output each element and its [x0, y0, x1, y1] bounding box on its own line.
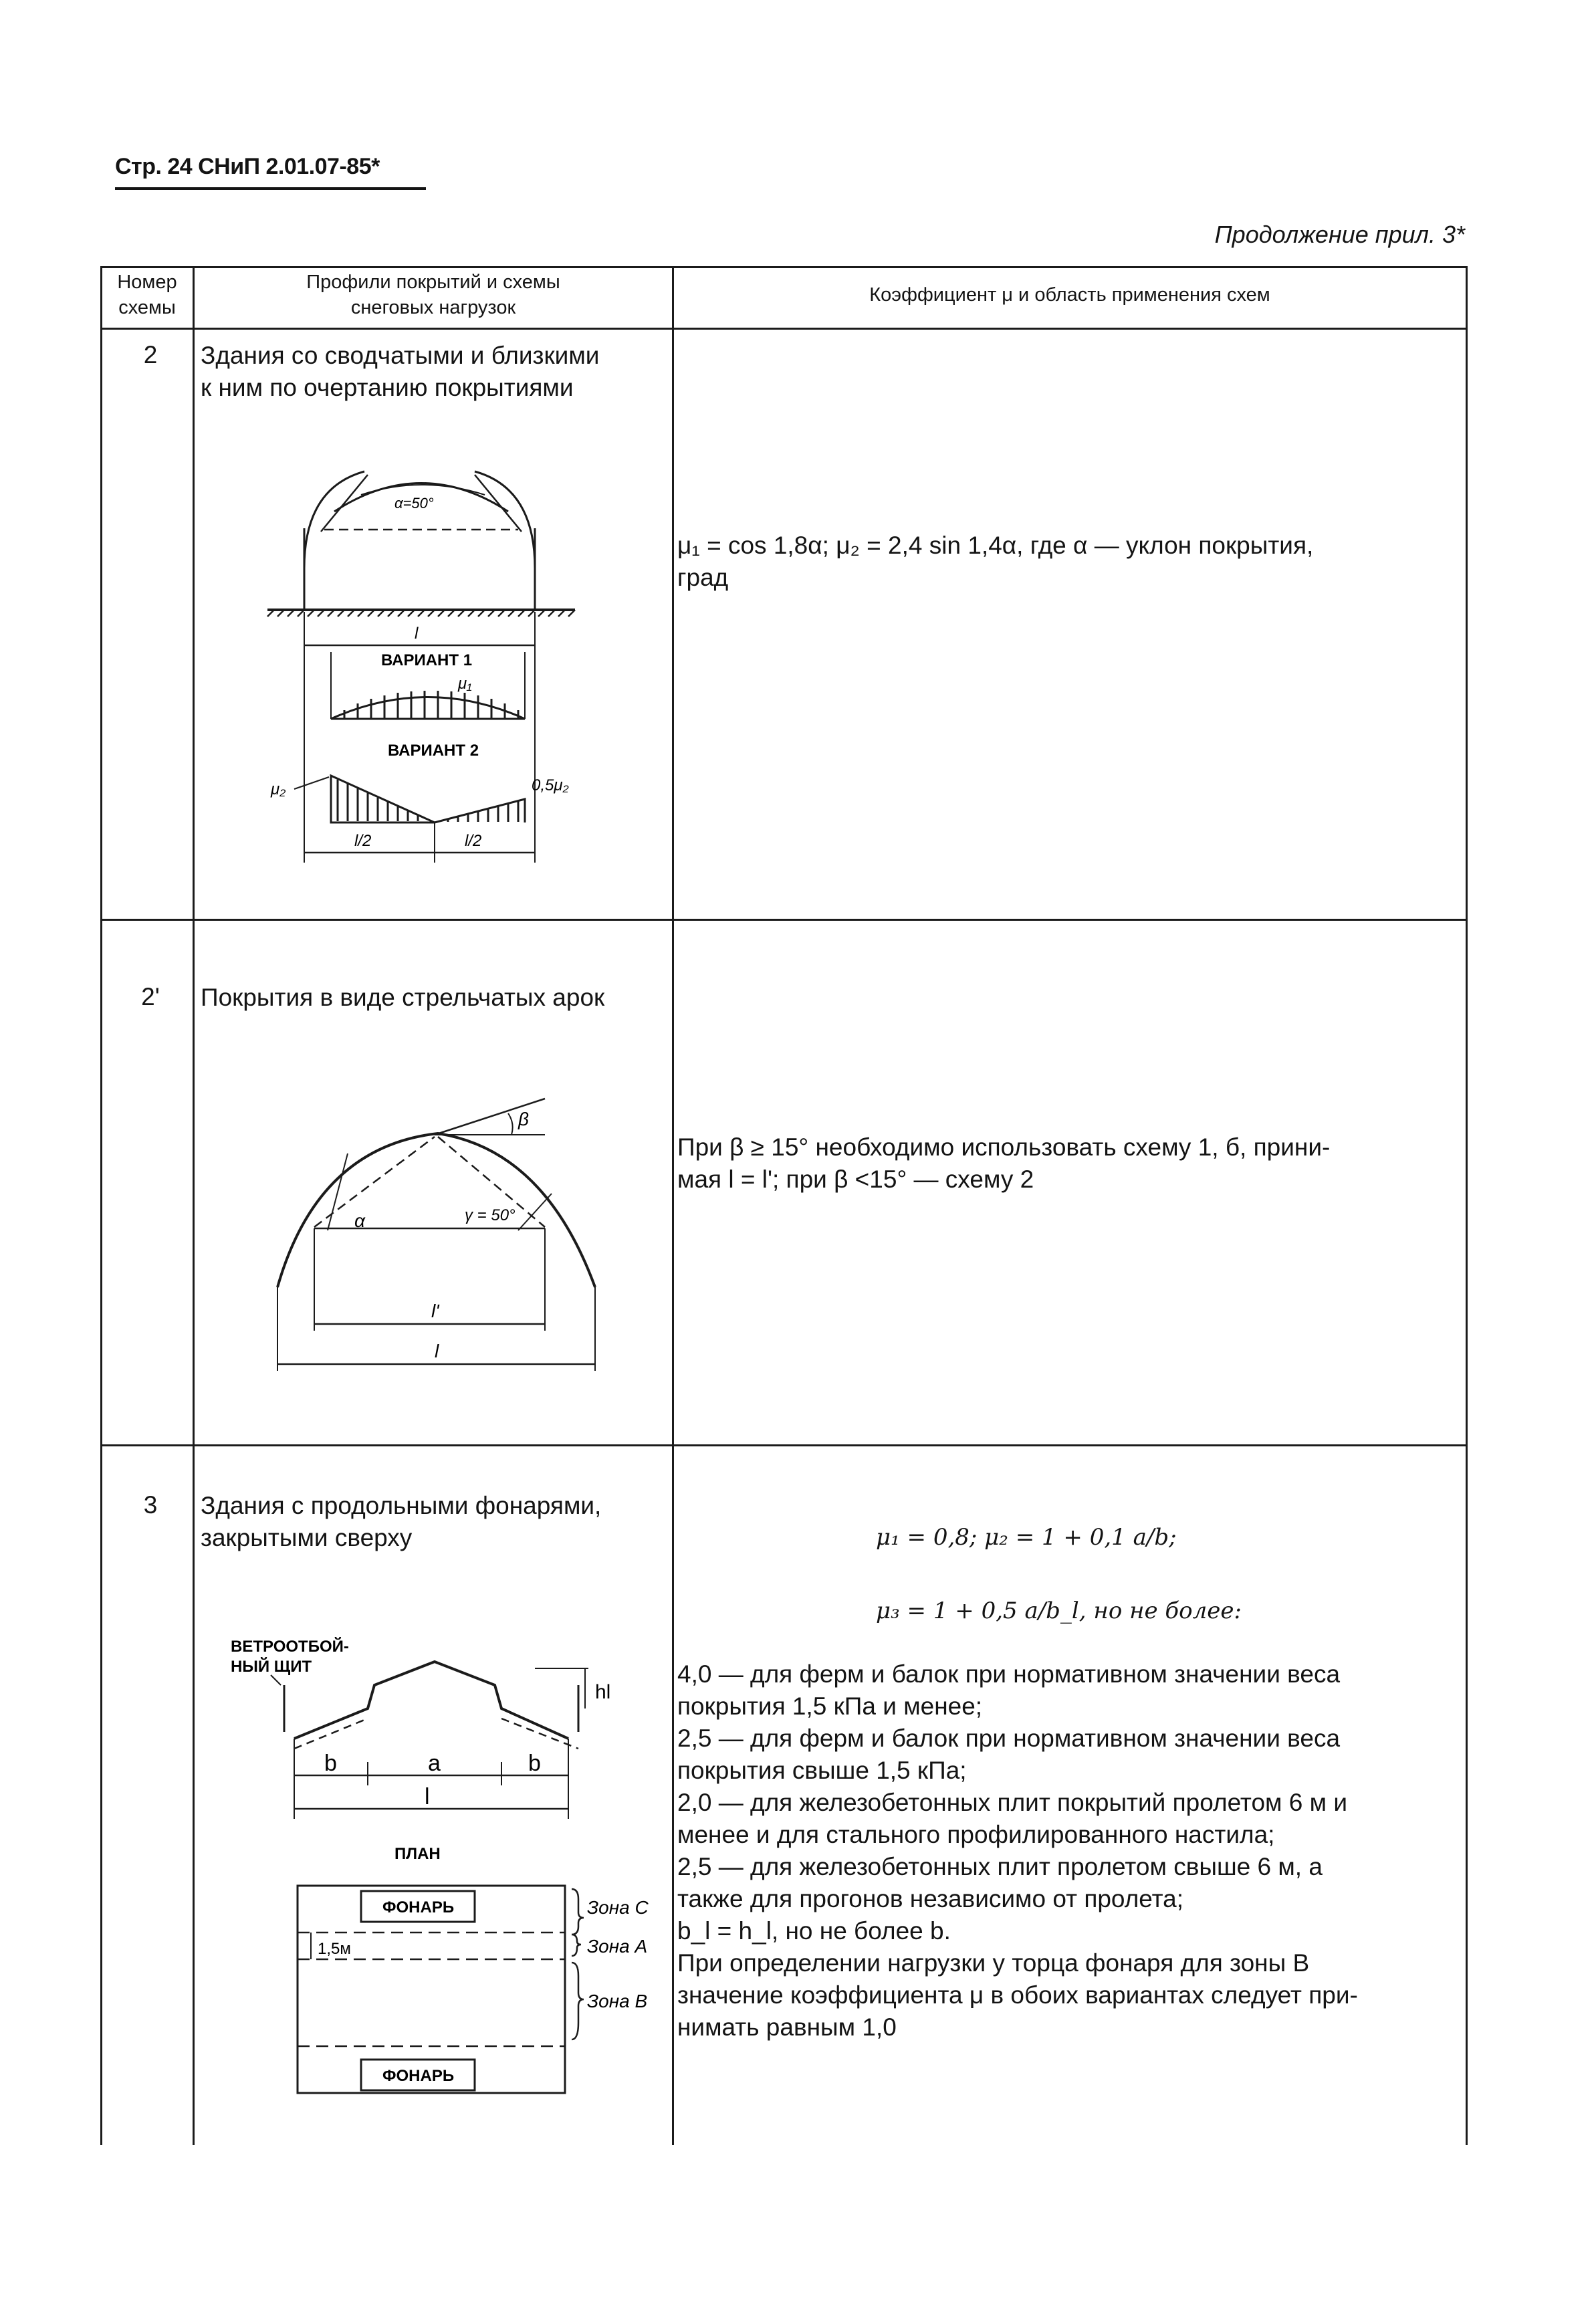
zone-brace-a: [572, 1935, 581, 1956]
row-profile-title: [201, 340, 669, 404]
plan-label: ПЛАН: [394, 1845, 441, 1863]
coef-line: b_l = h_l, но не более b.: [677, 1917, 951, 1945]
h-label: hl: [595, 1681, 611, 1703]
variant1-label: ВАРИАНТ 1: [381, 651, 473, 669]
vault-arch: [304, 471, 535, 609]
row-coefficient: [677, 530, 1463, 594]
coef-line: покрытия свыше 1,5 кПа;: [677, 1757, 967, 1784]
coef-line: нимать равным 1,0: [677, 2013, 897, 2041]
coef-line: 2,5 — для ферм и балок при нормативном значении веса: [677, 1725, 1341, 1752]
zone-a-label: Зона A: [587, 1936, 648, 1957]
b-right-label: b: [528, 1751, 541, 1776]
variant2-load-right: [435, 799, 525, 822]
coef-line: также для прогонов независимо от пролета;: [677, 1885, 1184, 1912]
span-label: l: [425, 1784, 430, 1809]
section-profile: [294, 1662, 568, 1739]
lantern-bottom-label: ФОНАРЬ: [382, 2067, 455, 2085]
coef-line: покрытия 1,5 кПа и менее;: [677, 1692, 983, 1720]
lantern-top-label: ФОНАРЬ: [382, 1898, 455, 1916]
col-divider-1: [193, 266, 195, 2145]
page-header: Стр. 24 СНиП 2.01.07-85*: [115, 154, 380, 179]
coef-line: 2,0 — для железобетонных плит покрытий пролетом 6 м и: [677, 1789, 1347, 1816]
row-rule-2: [100, 919, 1468, 921]
mu2-label: μ₂: [271, 780, 286, 798]
variant1-arrows: [344, 691, 518, 718]
tangent-right: [475, 475, 522, 532]
dashed-snow-right: [501, 1719, 578, 1749]
col-header-profile-line1: Профили покрытий и схемы: [306, 271, 560, 293]
variant2-arrows: [338, 780, 518, 822]
variant2-label: ВАРИАНТ 2: [388, 742, 479, 760]
zone-brace-c: [572, 1889, 584, 1935]
half-span-left-label: l/2: [354, 832, 372, 850]
col-header-profile: [195, 269, 672, 320]
coef-line: При определении нагрузки у торца фонаря для зоны В: [677, 1949, 1310, 1977]
continuation-label: Продолжение прил. 3*: [1214, 221, 1465, 248]
col-header-number-line2: схемы: [118, 297, 176, 318]
row-profile-title: Покрытия в виде стрельчатых арок: [201, 984, 605, 1011]
row-number: 2: [143, 341, 158, 368]
row-profile-line2: к ним по очертанию покрытиями: [201, 374, 574, 401]
coef-line1: При β ≥ 15° необходимо использовать схему 1, б, прини-: [677, 1133, 1331, 1161]
col-divider-2: [672, 266, 674, 2145]
angle-arc: [361, 485, 485, 495]
tangent-left: [321, 475, 368, 532]
beta-arc: [508, 1113, 513, 1135]
col-header-number-line1: Номер: [117, 271, 177, 293]
coef-line: менее и для стального профилированного настила;: [677, 1821, 1275, 1848]
row-profile-line2: закрытыми сверху: [201, 1524, 413, 1551]
row-profile-line1: Здания со сводчатыми и близкими: [201, 342, 600, 369]
header-bottom-rule: [100, 328, 1468, 330]
alpha-label: α: [354, 1210, 365, 1231]
variant1-load-curve: [331, 697, 525, 720]
table-border-left: [100, 266, 102, 2145]
zone-b-label: Зона B: [587, 1991, 648, 2011]
table-border-top: [100, 266, 1468, 268]
beta-label: β: [518, 1109, 529, 1129]
plan-outline: [298, 1886, 565, 2093]
wind-shield-label-2: НЫЙ ЩИТ: [231, 1658, 312, 1676]
span-label: l: [415, 625, 419, 643]
coef-line1: μ₁ = cos 1,8α; μ₂ = 2,4 sin 1,4α, где α — уклон покрытия,: [677, 532, 1314, 559]
header-rule: [115, 187, 426, 190]
coef-line: значение коэффициента μ в обоих вариантах следует при-: [677, 1981, 1358, 2009]
coef-line2: град: [677, 564, 729, 591]
b-left-label: b: [324, 1751, 337, 1776]
mu1-label: μ₁: [458, 675, 472, 693]
lantern-building-diagram: [214, 1625, 669, 2113]
col-header-number: [102, 269, 193, 320]
mu2-leader: [294, 777, 329, 789]
col-header-coefficient: Коэффициент μ и область применения схем: [869, 284, 1270, 306]
coef-line: 2,5 — для железобетонных плит пролетом свыше 6 м, а: [677, 1853, 1323, 1880]
pointed-arch-diagram: [264, 1087, 612, 1394]
row-number: 2': [141, 983, 160, 1010]
span-label: l: [435, 1341, 439, 1361]
table-border-right: [1466, 266, 1468, 2145]
angle-label: α=50°: [394, 495, 434, 512]
inner-span-label: l': [431, 1301, 439, 1321]
half-span-right-label: l/2: [465, 832, 482, 850]
half-mu2-label: 0,5μ₂: [532, 776, 569, 794]
formula-mu1-mu2: μ₁ = 0,8; μ₂ = 1 + 0,1 a/b;: [876, 1524, 1177, 1551]
zone-c-label: Зона C: [587, 1897, 649, 1918]
col-header-profile-line2: снеговых нагрузок: [350, 297, 516, 318]
coef-line: 4,0 — для ферм и балок при нормативном значении веса: [677, 1660, 1341, 1688]
zone-brace-b: [572, 1963, 584, 2039]
formula-mu3: μ₃ = 1 + 0,5 a/b_l, но не более:: [876, 1597, 1242, 1624]
variant2-load-left: [331, 776, 435, 822]
tangent-right: [518, 1194, 552, 1230]
a-label: a: [428, 1751, 441, 1776]
row-coefficient-list: [677, 1658, 1463, 2044]
gamma-label: γ = 50°: [465, 1206, 516, 1224]
vault-snow-diagram: [254, 461, 602, 876]
wind-shield-label-1: ВЕТРООТБОЙ-: [231, 1638, 349, 1656]
dim-15-label: 1,5м: [318, 1940, 351, 1958]
arch-outline: [277, 1133, 595, 1287]
row-profile-title: [201, 1490, 669, 1554]
wind-shield-leader: [271, 1675, 281, 1685]
row-profile-line1: Здания с продольными фонарями,: [201, 1492, 602, 1519]
tangent-left: [328, 1153, 348, 1230]
row-coefficient: [677, 1131, 1463, 1196]
coef-line2: мая l = l'; при β <15° — схему 2: [677, 1166, 1034, 1193]
row-rule-3: [100, 1444, 1468, 1446]
row-number: 3: [143, 1491, 158, 1519]
